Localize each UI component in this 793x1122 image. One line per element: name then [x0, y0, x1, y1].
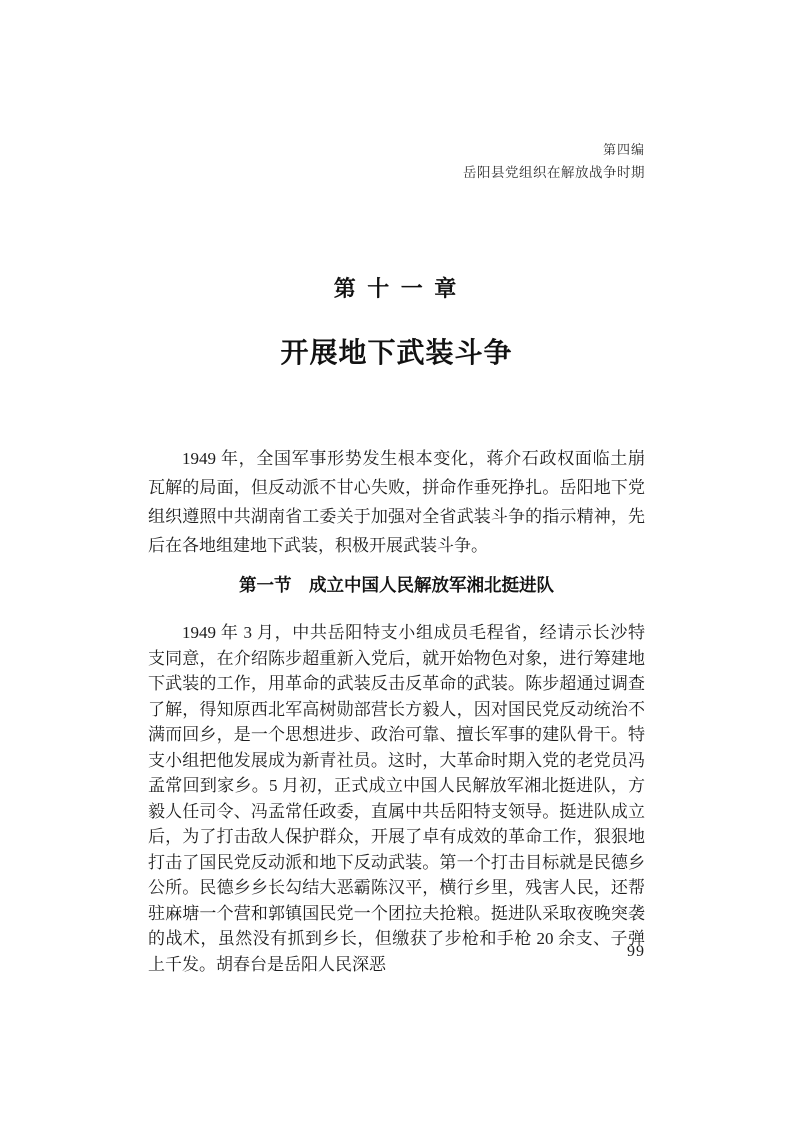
page-number: 99 — [627, 943, 645, 960]
chapter-number: 第 十 一 章 — [333, 276, 460, 301]
header-subtitle-label: 岳阳县党组织在解放战争时期 — [463, 165, 645, 180]
page-header — [463, 139, 645, 184]
intro-paragraph: 1949 年，全国军事形势发生根本变化，蒋介石政权面临土崩瓦解的局面，但反动派不甘心失败，拼命作垂死挣扎。岳阳地下党组织遵照中共湖南省工委关于加强对全省武装斗争的指示精神，先后在各地组建地下武装，积极开展武装斗争。 — [148, 449, 645, 555]
chapter-title: 开展地下武装斗争 — [280, 338, 513, 369]
section-title: 第一节 成立中国人民解放军湘北挺进队 — [239, 575, 554, 595]
header-volume-label: 第四编 — [602, 142, 645, 157]
body-paragraph: 1949 年 3 月，中共岳阳特支小组成员毛程省，经请示长沙特支同意，在介绍陈步超重新入党后，就开始物色对象，进行筹建地下武装的工作，用革命的武装反击反革命的武装。陈步超通过调查了解，得知原西北军高树勋部营长方毅人，因对国民党反动统治不满而回乡，是一个思想进步、政治可靠、擅长军事的建队骨干。特支小组把他发展成为新青社员。这时，大革命时期入党的老党员冯孟常回到家乡。5 月初，正式成立中国人民解放军湘北挺进队，方毅人任司令、冯孟常任政委，直属中共岳阳特支领导。挺进队成立后，为了打击敌人保护群众，开展了卓有成效的革命工作，狠狠地打击了国民党反动派和地下反动武装。第一个打击目标就是民德乡公所。民德乡乡长勾结大恶霸陈汉平，横行乡里，残害人民，还帮驻麻塘一个营和郭镇国民党一个团拉夫抢粮。挺进队采取夜晚突袭的战术，虽然没有抓到乡长，但缴获了步枪和手枪 20 余支、子弹上千发。胡春台是岳阳人民深恶 — [148, 623, 645, 974]
